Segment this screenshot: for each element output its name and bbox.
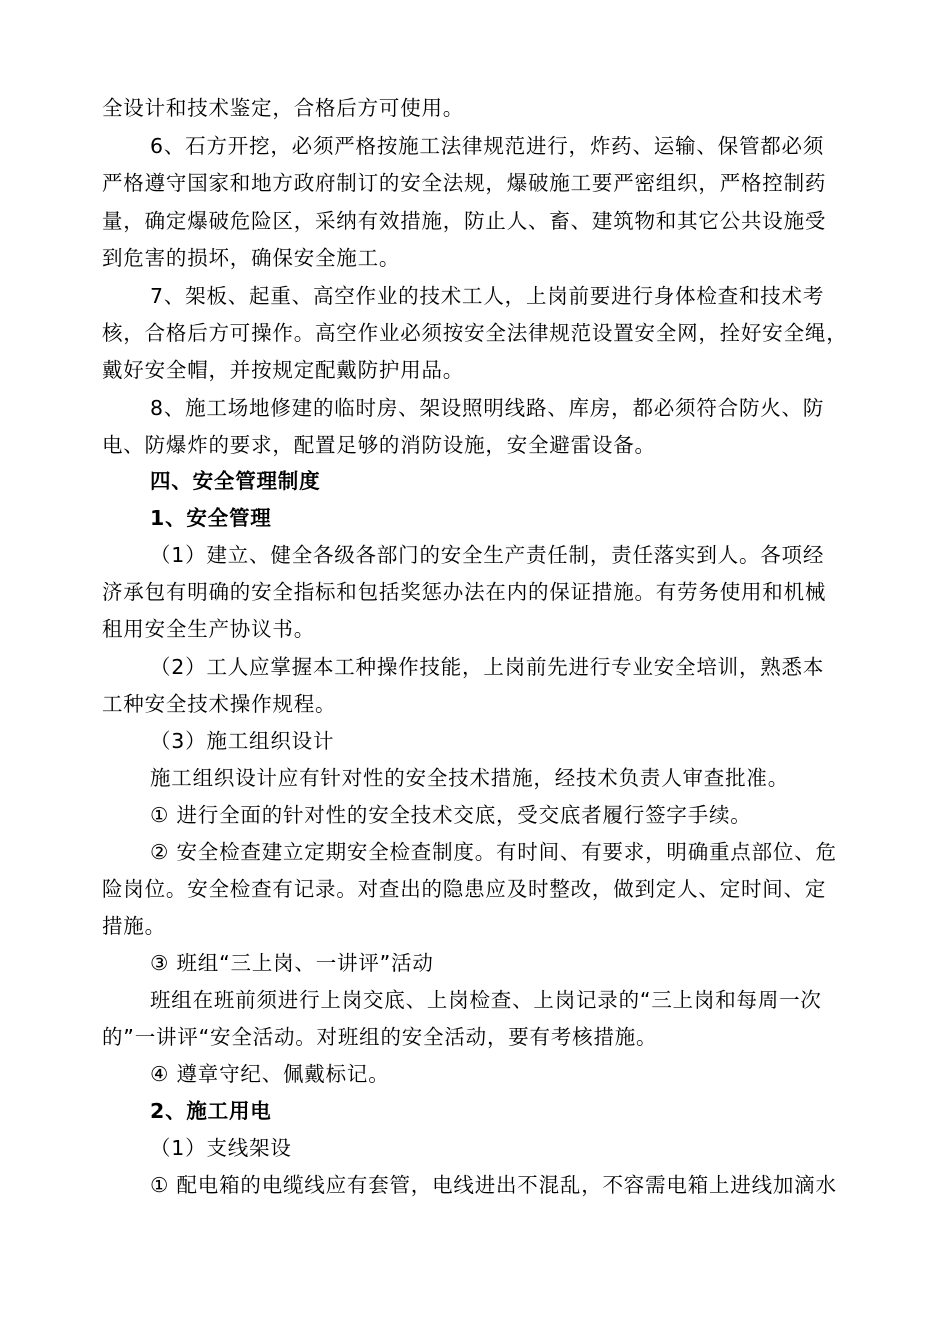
text-line: （2）工人应掌握本工种操作技能，上岗前先进行专业安全培训，熟悉本 <box>150 655 825 679</box>
text-line: 6、石方开挖，必须严格按施工法律规范进行，炸药、运输、保管都必须 <box>150 134 825 158</box>
text-line: 济承包有明确的安全指标和包括奖惩办法在内的保证措施。有劳务使用和机械 <box>102 580 827 604</box>
text-line: ① 进行全面的针对性的安全技术交底，受交底者履行签字手续。 <box>150 803 752 827</box>
text-line: ③ 班组“三上岗、一讲评”活动 <box>150 951 434 975</box>
text-line: 的”一讲评“安全活动。对班组的安全活动，要有考核措施。 <box>102 1025 658 1049</box>
text-line: 措施。 <box>102 914 166 938</box>
text-line: ① 配电箱的电缆线应有套管，电线进出不混乱，不容需电箱上进线加滴水 <box>150 1173 837 1197</box>
text-line: （1）建立、健全各级各部门的安全生产责任制，责任落实到人。各项经 <box>150 543 825 567</box>
text-line: 施工组织设计应有针对性的安全技术措施，经技术负责人审查批准。 <box>150 766 789 790</box>
text-line: 租用安全生产协议书。 <box>102 617 315 641</box>
text-line: （1）支线架设 <box>150 1136 292 1160</box>
text-line: 班组在班前须进行上岗交底、上岗检查、上岗记录的“三上岗和每周一次 <box>150 988 822 1012</box>
subsection-heading: 1、安全管理 <box>150 506 272 530</box>
text-line: 险岗位。安全检查有记录。对查出的隐患应及时整改，做到定人、定时间、定 <box>102 877 827 901</box>
section-heading: 四、安全管理制度 <box>150 469 321 493</box>
subsection-heading: 2、施工用电 <box>150 1099 272 1123</box>
text-line: 严格遵守国家和地方政府制订的安全法规，爆破施工要严密组织，严格控制药 <box>102 171 827 195</box>
text-line: 全设计和技术鉴定，合格后方可使用。 <box>102 96 465 120</box>
text-line: 戴好安全帽，并按规定配戴防护用品。 <box>102 358 465 382</box>
text-line: ② 安全检查建立定期安全检查制度。有时间、有要求，明确重点部位、危 <box>150 840 837 864</box>
text-line: 工种安全技术操作规程。 <box>102 692 337 716</box>
text-line: 核，合格后方可操作。高空作业必须按安全法律规范设置安全网，拴好安全绳， <box>102 321 848 345</box>
text-line: 到危害的损坏，确保安全施工。 <box>102 246 401 270</box>
text-line: 电、防爆炸的要求，配置足够的消防设施，安全避雷设备。 <box>102 433 656 457</box>
text-line: 7、架板、起重、高空作业的技术工人，上岗前要进行身体检查和技术考 <box>150 284 825 308</box>
text-line: 量，确定爆破危险区，采纳有效措施，防止人、畜、建筑物和其它公共设施受 <box>102 209 827 233</box>
text-line: （3）施工组织设计 <box>150 729 335 753</box>
text-line: 8、施工场地修建的临时房、架设照明线路、库房，都必须符合防火、防 <box>150 396 825 420</box>
text-line: ④ 遵章守纪、佩戴标记。 <box>150 1062 390 1086</box>
